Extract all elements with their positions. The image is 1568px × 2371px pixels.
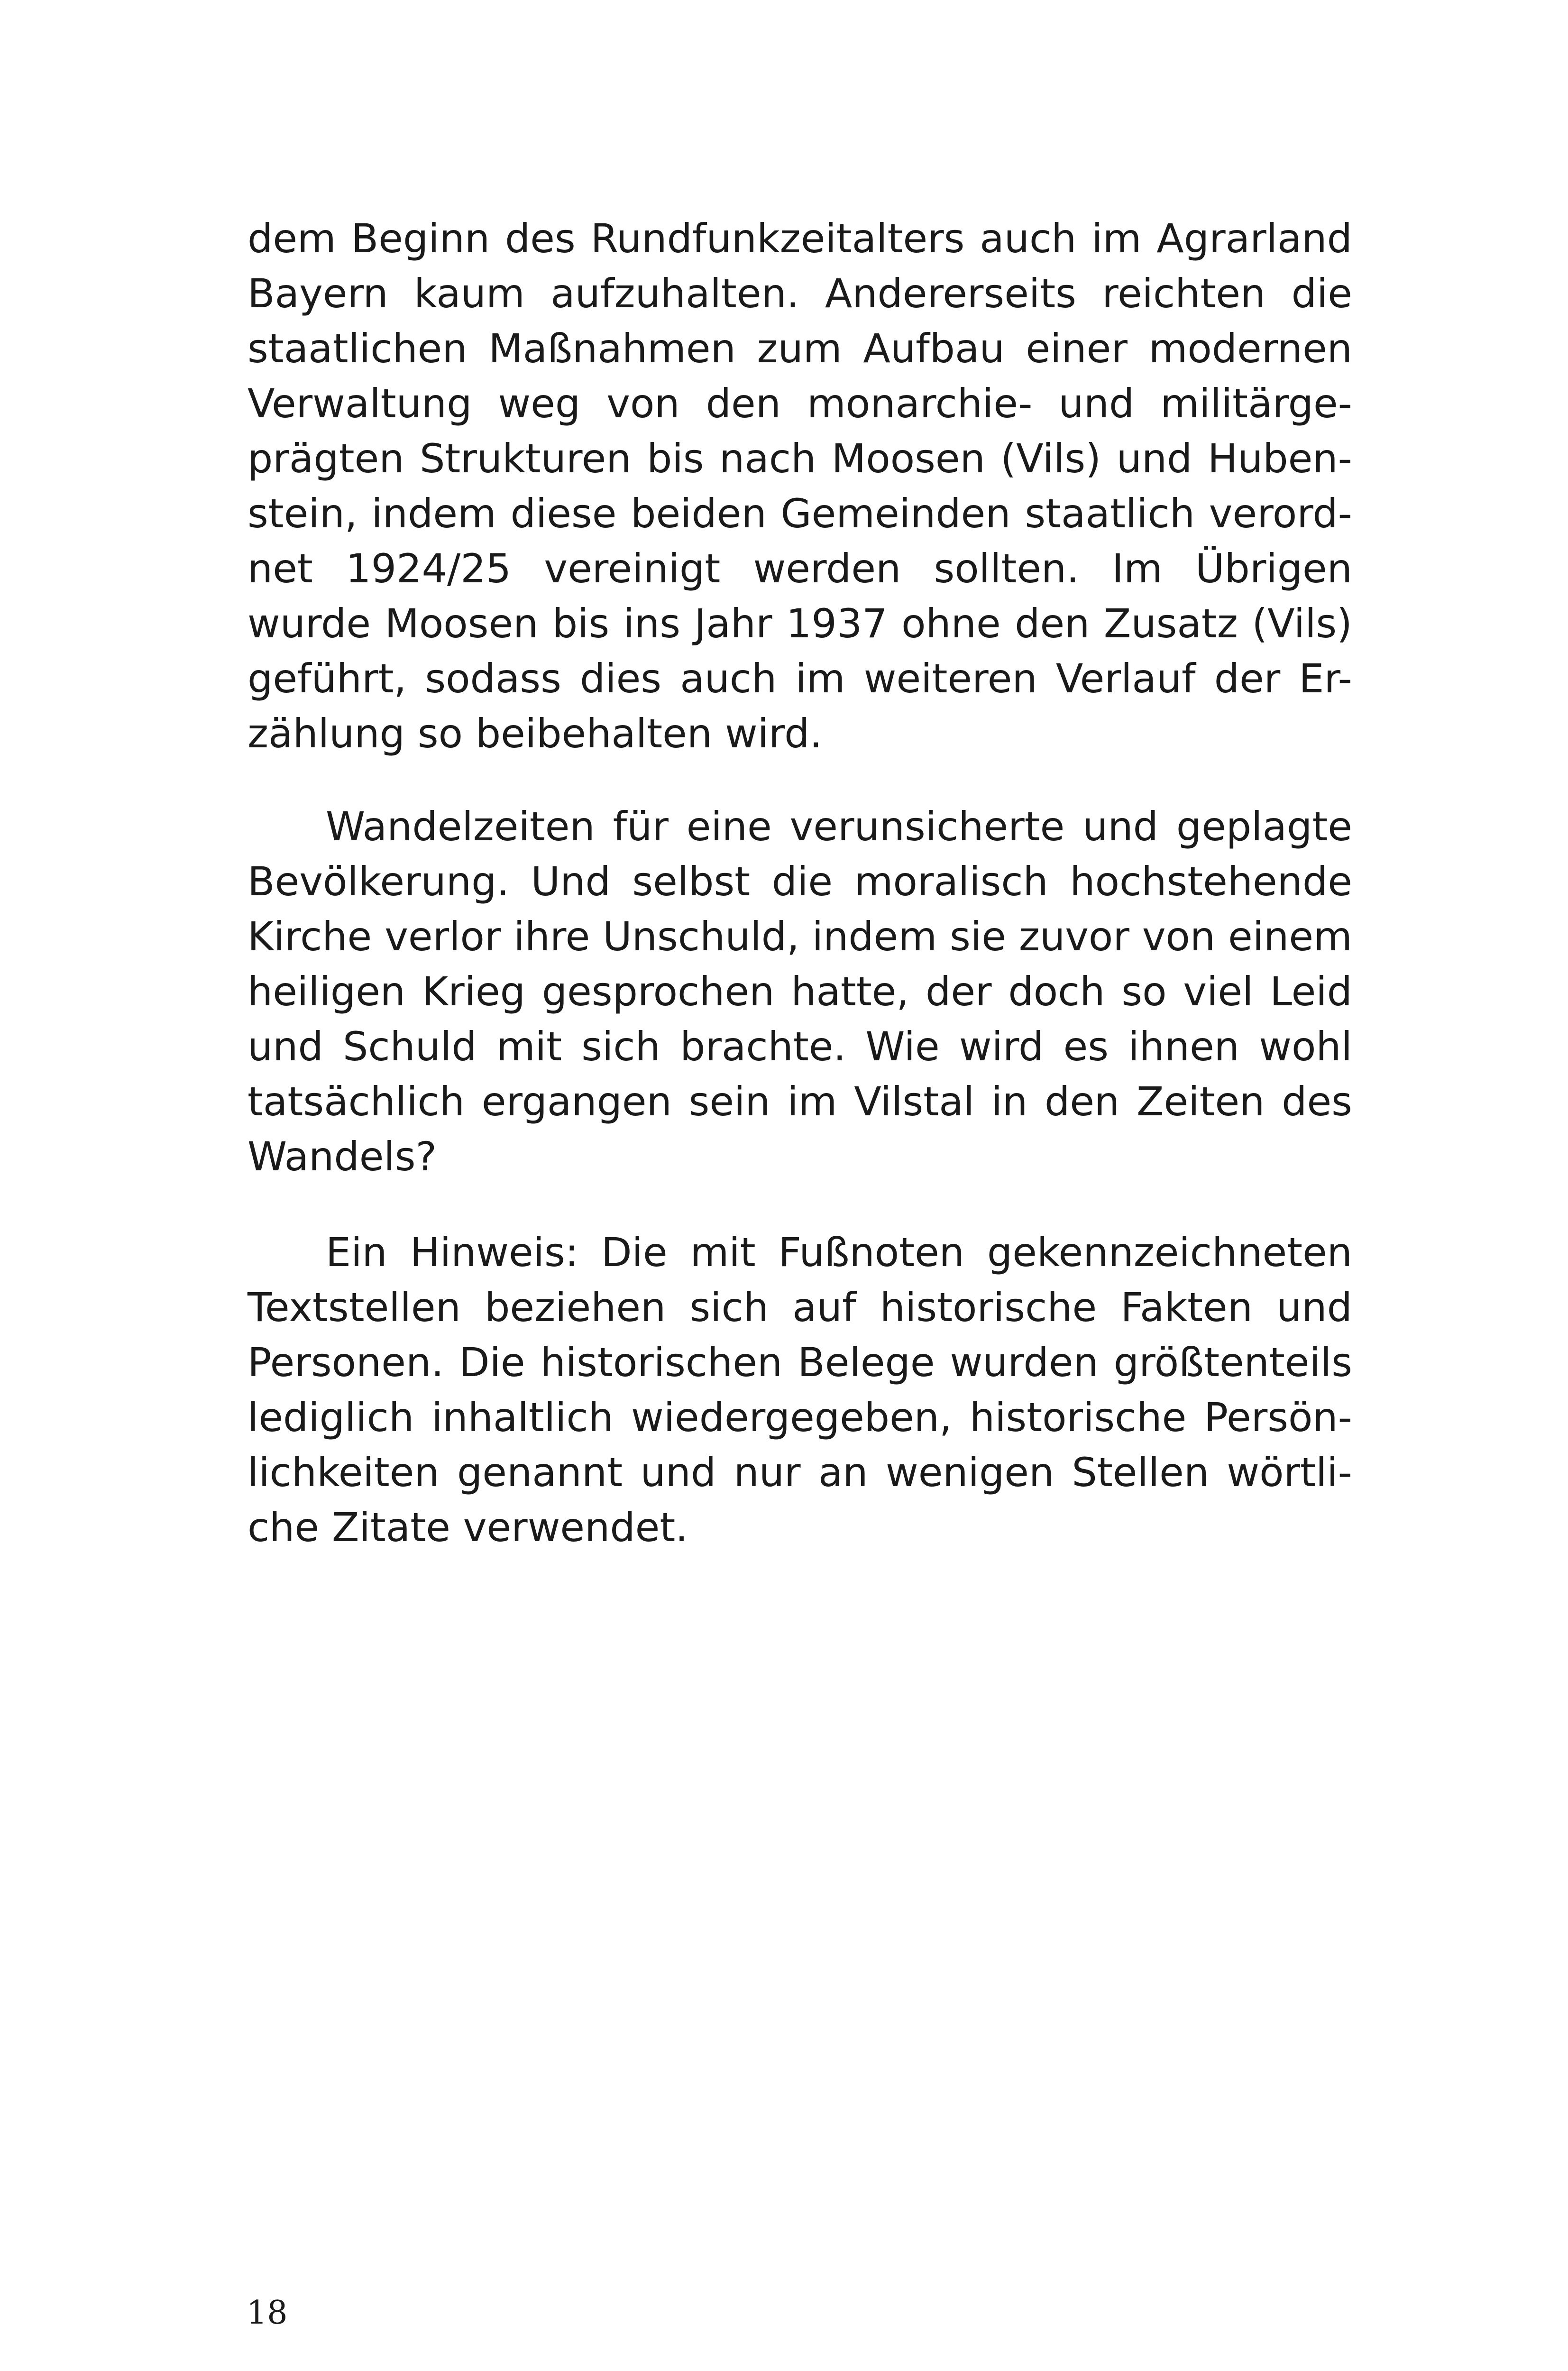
word: beziehen bbox=[485, 1284, 666, 1331]
word: Hinweis: bbox=[410, 1229, 579, 1276]
word: die bbox=[1291, 270, 1352, 317]
word: (Vils) bbox=[1000, 435, 1101, 482]
word: Unschuld, bbox=[603, 913, 799, 960]
word: und bbox=[1082, 803, 1158, 850]
word: Er- bbox=[1299, 655, 1352, 702]
word: wohl bbox=[1259, 1023, 1352, 1070]
word: sollten. bbox=[934, 545, 1079, 592]
word: ins bbox=[623, 600, 681, 647]
word: hatte, bbox=[791, 968, 909, 1015]
word: 1937 bbox=[786, 600, 888, 647]
word: verwendet. bbox=[463, 1504, 688, 1551]
text-line bbox=[248, 541, 1352, 596]
word: von bbox=[1142, 913, 1216, 960]
word: viel bbox=[1183, 968, 1254, 1015]
word: so bbox=[1121, 968, 1167, 1015]
word: Im bbox=[1112, 545, 1163, 592]
text-line bbox=[248, 706, 1352, 761]
text-line bbox=[248, 596, 1352, 651]
word: staatlich bbox=[1025, 490, 1195, 537]
word: auch bbox=[680, 655, 777, 702]
text-line bbox=[248, 651, 1352, 706]
word: nur bbox=[734, 1449, 801, 1496]
word: 1924/25 bbox=[346, 545, 512, 592]
text-line bbox=[248, 1390, 1352, 1445]
page-number: 18 bbox=[247, 2294, 288, 2332]
text-line bbox=[248, 909, 1352, 964]
text-line bbox=[248, 211, 1352, 266]
word: in bbox=[991, 1078, 1028, 1125]
word: ihnen bbox=[1128, 1023, 1239, 1070]
word: Aufbau bbox=[863, 325, 1005, 372]
word: sich bbox=[689, 1284, 769, 1331]
word: auf bbox=[792, 1284, 856, 1331]
word: (Vils) bbox=[1252, 600, 1352, 647]
word: im bbox=[1091, 215, 1142, 262]
word: und bbox=[248, 1023, 323, 1070]
word: inhaltlich bbox=[431, 1394, 614, 1441]
word: wiedergegeben, bbox=[631, 1394, 952, 1441]
word: Wandelzeiten bbox=[326, 803, 595, 850]
word: den bbox=[1045, 1078, 1120, 1125]
word: Belege bbox=[798, 1339, 935, 1386]
word: sie bbox=[950, 913, 1006, 960]
word: zum bbox=[757, 325, 842, 372]
text-line bbox=[248, 431, 1352, 486]
word: staatlichen bbox=[248, 325, 468, 372]
word: kaum bbox=[414, 270, 525, 317]
word: Zitate bbox=[331, 1504, 450, 1551]
word: Krieg bbox=[422, 968, 525, 1015]
word: che bbox=[248, 1504, 320, 1551]
word: Beginn bbox=[351, 215, 490, 262]
word: aufzuhalten. bbox=[550, 270, 799, 317]
word: Verlauf bbox=[1055, 655, 1196, 702]
text-line bbox=[248, 1074, 1352, 1129]
word: verunsicherte bbox=[789, 803, 1065, 850]
word: Verwaltung bbox=[248, 380, 472, 427]
word: einer bbox=[1026, 325, 1128, 372]
word: Kirche bbox=[248, 913, 372, 960]
word: Strukturen bbox=[420, 435, 632, 482]
word: Rundfunkzeitalters bbox=[590, 215, 965, 262]
word: eine bbox=[686, 803, 772, 850]
word: tatsächlich bbox=[248, 1078, 465, 1125]
word: vereinigt bbox=[544, 545, 721, 592]
text-line bbox=[248, 854, 1352, 909]
word: auch bbox=[980, 215, 1077, 262]
word: der bbox=[926, 968, 992, 1015]
word: wird. bbox=[724, 710, 823, 757]
word: Jahr bbox=[694, 600, 772, 647]
word: Vilstal bbox=[854, 1078, 975, 1125]
word: im bbox=[787, 1078, 837, 1125]
word: monarchie- bbox=[807, 380, 1033, 427]
text-line bbox=[248, 321, 1352, 376]
word: dies bbox=[579, 655, 662, 702]
word: Bevölkerung. bbox=[248, 858, 510, 905]
word: Fakten bbox=[1120, 1284, 1253, 1331]
word: gesprochen bbox=[541, 968, 775, 1015]
word: des bbox=[1282, 1078, 1352, 1125]
word: Agrarland bbox=[1156, 215, 1352, 262]
word: Übrigen bbox=[1195, 545, 1352, 592]
paragraph-3 bbox=[248, 1225, 1352, 1555]
word: weiteren bbox=[863, 655, 1037, 702]
word: und bbox=[1116, 435, 1192, 482]
text-line bbox=[248, 1335, 1352, 1390]
word: modernen bbox=[1148, 325, 1352, 372]
word: Gemeinden bbox=[780, 490, 1011, 537]
word: so bbox=[417, 710, 463, 757]
word: Moosen bbox=[385, 600, 539, 647]
text-line bbox=[248, 376, 1352, 431]
text-line bbox=[248, 266, 1352, 321]
word: heiligen bbox=[248, 968, 406, 1015]
word: militärge- bbox=[1160, 380, 1352, 427]
text-line bbox=[248, 964, 1352, 1019]
word: wenigen bbox=[886, 1449, 1055, 1496]
word: hochstehende bbox=[1070, 858, 1352, 905]
text-line bbox=[248, 1019, 1352, 1074]
word: Stellen bbox=[1072, 1449, 1210, 1496]
word: bis bbox=[552, 600, 610, 647]
word: für bbox=[613, 803, 669, 850]
word: historischen bbox=[540, 1339, 783, 1386]
word: und bbox=[640, 1449, 716, 1496]
text-line bbox=[248, 1280, 1352, 1335]
word: wird bbox=[959, 1023, 1044, 1070]
word: im bbox=[795, 655, 845, 702]
word: ihre bbox=[513, 913, 590, 960]
word: Wie bbox=[865, 1023, 940, 1070]
word: zählung bbox=[248, 710, 405, 757]
paragraph-2 bbox=[248, 799, 1352, 1184]
word: Bayern bbox=[248, 270, 388, 317]
text-line bbox=[248, 1129, 1352, 1184]
word: Die bbox=[458, 1339, 525, 1386]
word: Schuld bbox=[343, 1023, 477, 1070]
word: nach bbox=[719, 435, 816, 482]
word: Andererseits bbox=[825, 270, 1076, 317]
word: Personen. bbox=[248, 1339, 444, 1386]
word: brachte. bbox=[680, 1023, 846, 1070]
word: prägten bbox=[248, 435, 404, 482]
paragraph-1 bbox=[248, 211, 1352, 761]
text-line bbox=[248, 799, 1352, 854]
word: lediglich bbox=[248, 1394, 414, 1441]
word: die bbox=[771, 858, 833, 905]
word: Leid bbox=[1270, 968, 1352, 1015]
word: mit bbox=[496, 1023, 562, 1070]
word: verord- bbox=[1209, 490, 1352, 537]
word: und bbox=[1276, 1284, 1352, 1331]
word: gekennzeichneten bbox=[987, 1229, 1352, 1276]
word: beibehalten bbox=[475, 710, 713, 757]
word: es bbox=[1063, 1023, 1109, 1070]
word: Zeiten bbox=[1137, 1078, 1265, 1125]
word: wörtli- bbox=[1227, 1449, 1352, 1496]
word: zuvor bbox=[1018, 913, 1129, 960]
word: ergangen bbox=[481, 1078, 672, 1125]
word: des bbox=[504, 215, 576, 262]
word: historische bbox=[969, 1394, 1187, 1441]
word: indem bbox=[371, 490, 496, 537]
text-line bbox=[248, 1225, 1352, 1280]
word: selbst bbox=[632, 858, 751, 905]
word: sodass bbox=[425, 655, 561, 702]
word: historische bbox=[880, 1284, 1097, 1331]
word: werden bbox=[753, 545, 901, 592]
word: doch bbox=[1008, 968, 1105, 1015]
word: stein, bbox=[248, 490, 358, 537]
word: den bbox=[706, 380, 781, 427]
word: an bbox=[818, 1449, 868, 1496]
word: Die bbox=[601, 1229, 668, 1276]
word: einem bbox=[1228, 913, 1352, 960]
word: mit bbox=[690, 1229, 756, 1276]
word: Huben- bbox=[1207, 435, 1352, 482]
word: wurde bbox=[248, 600, 371, 647]
word: Zusatz bbox=[1103, 600, 1238, 647]
word: geplagte bbox=[1176, 803, 1352, 850]
word: Wandels? bbox=[248, 1133, 437, 1180]
word: Fußnoten bbox=[778, 1229, 964, 1276]
word: sein bbox=[688, 1078, 770, 1125]
word: weg bbox=[498, 380, 581, 427]
word: den bbox=[1015, 600, 1090, 647]
text-line bbox=[248, 1500, 1352, 1555]
word: Persön- bbox=[1204, 1394, 1352, 1441]
word: Und bbox=[531, 858, 611, 905]
word: lichkeiten bbox=[248, 1449, 440, 1496]
word: bis bbox=[647, 435, 704, 482]
word: indem bbox=[812, 913, 937, 960]
word: sich bbox=[581, 1023, 660, 1070]
text-line bbox=[248, 486, 1352, 541]
word: net bbox=[248, 545, 313, 592]
word: reichten bbox=[1102, 270, 1266, 317]
word: von bbox=[606, 380, 680, 427]
text-line bbox=[248, 1445, 1352, 1500]
word: Maßnahmen bbox=[488, 325, 736, 372]
word: Moosen bbox=[831, 435, 985, 482]
word: genannt bbox=[457, 1449, 623, 1496]
word: diese bbox=[510, 490, 617, 537]
word: beiden bbox=[631, 490, 767, 537]
word: Textstellen bbox=[248, 1284, 461, 1331]
word: und bbox=[1058, 380, 1135, 427]
word: größtenteils bbox=[1113, 1339, 1352, 1386]
word: ohne bbox=[901, 600, 1001, 647]
word: dem bbox=[248, 215, 336, 262]
word: Ein bbox=[326, 1229, 387, 1276]
word: der bbox=[1214, 655, 1281, 702]
word: geführt, bbox=[248, 655, 407, 702]
word: wurden bbox=[950, 1339, 1099, 1386]
word: verlor bbox=[385, 913, 501, 960]
word: moralisch bbox=[854, 858, 1048, 905]
